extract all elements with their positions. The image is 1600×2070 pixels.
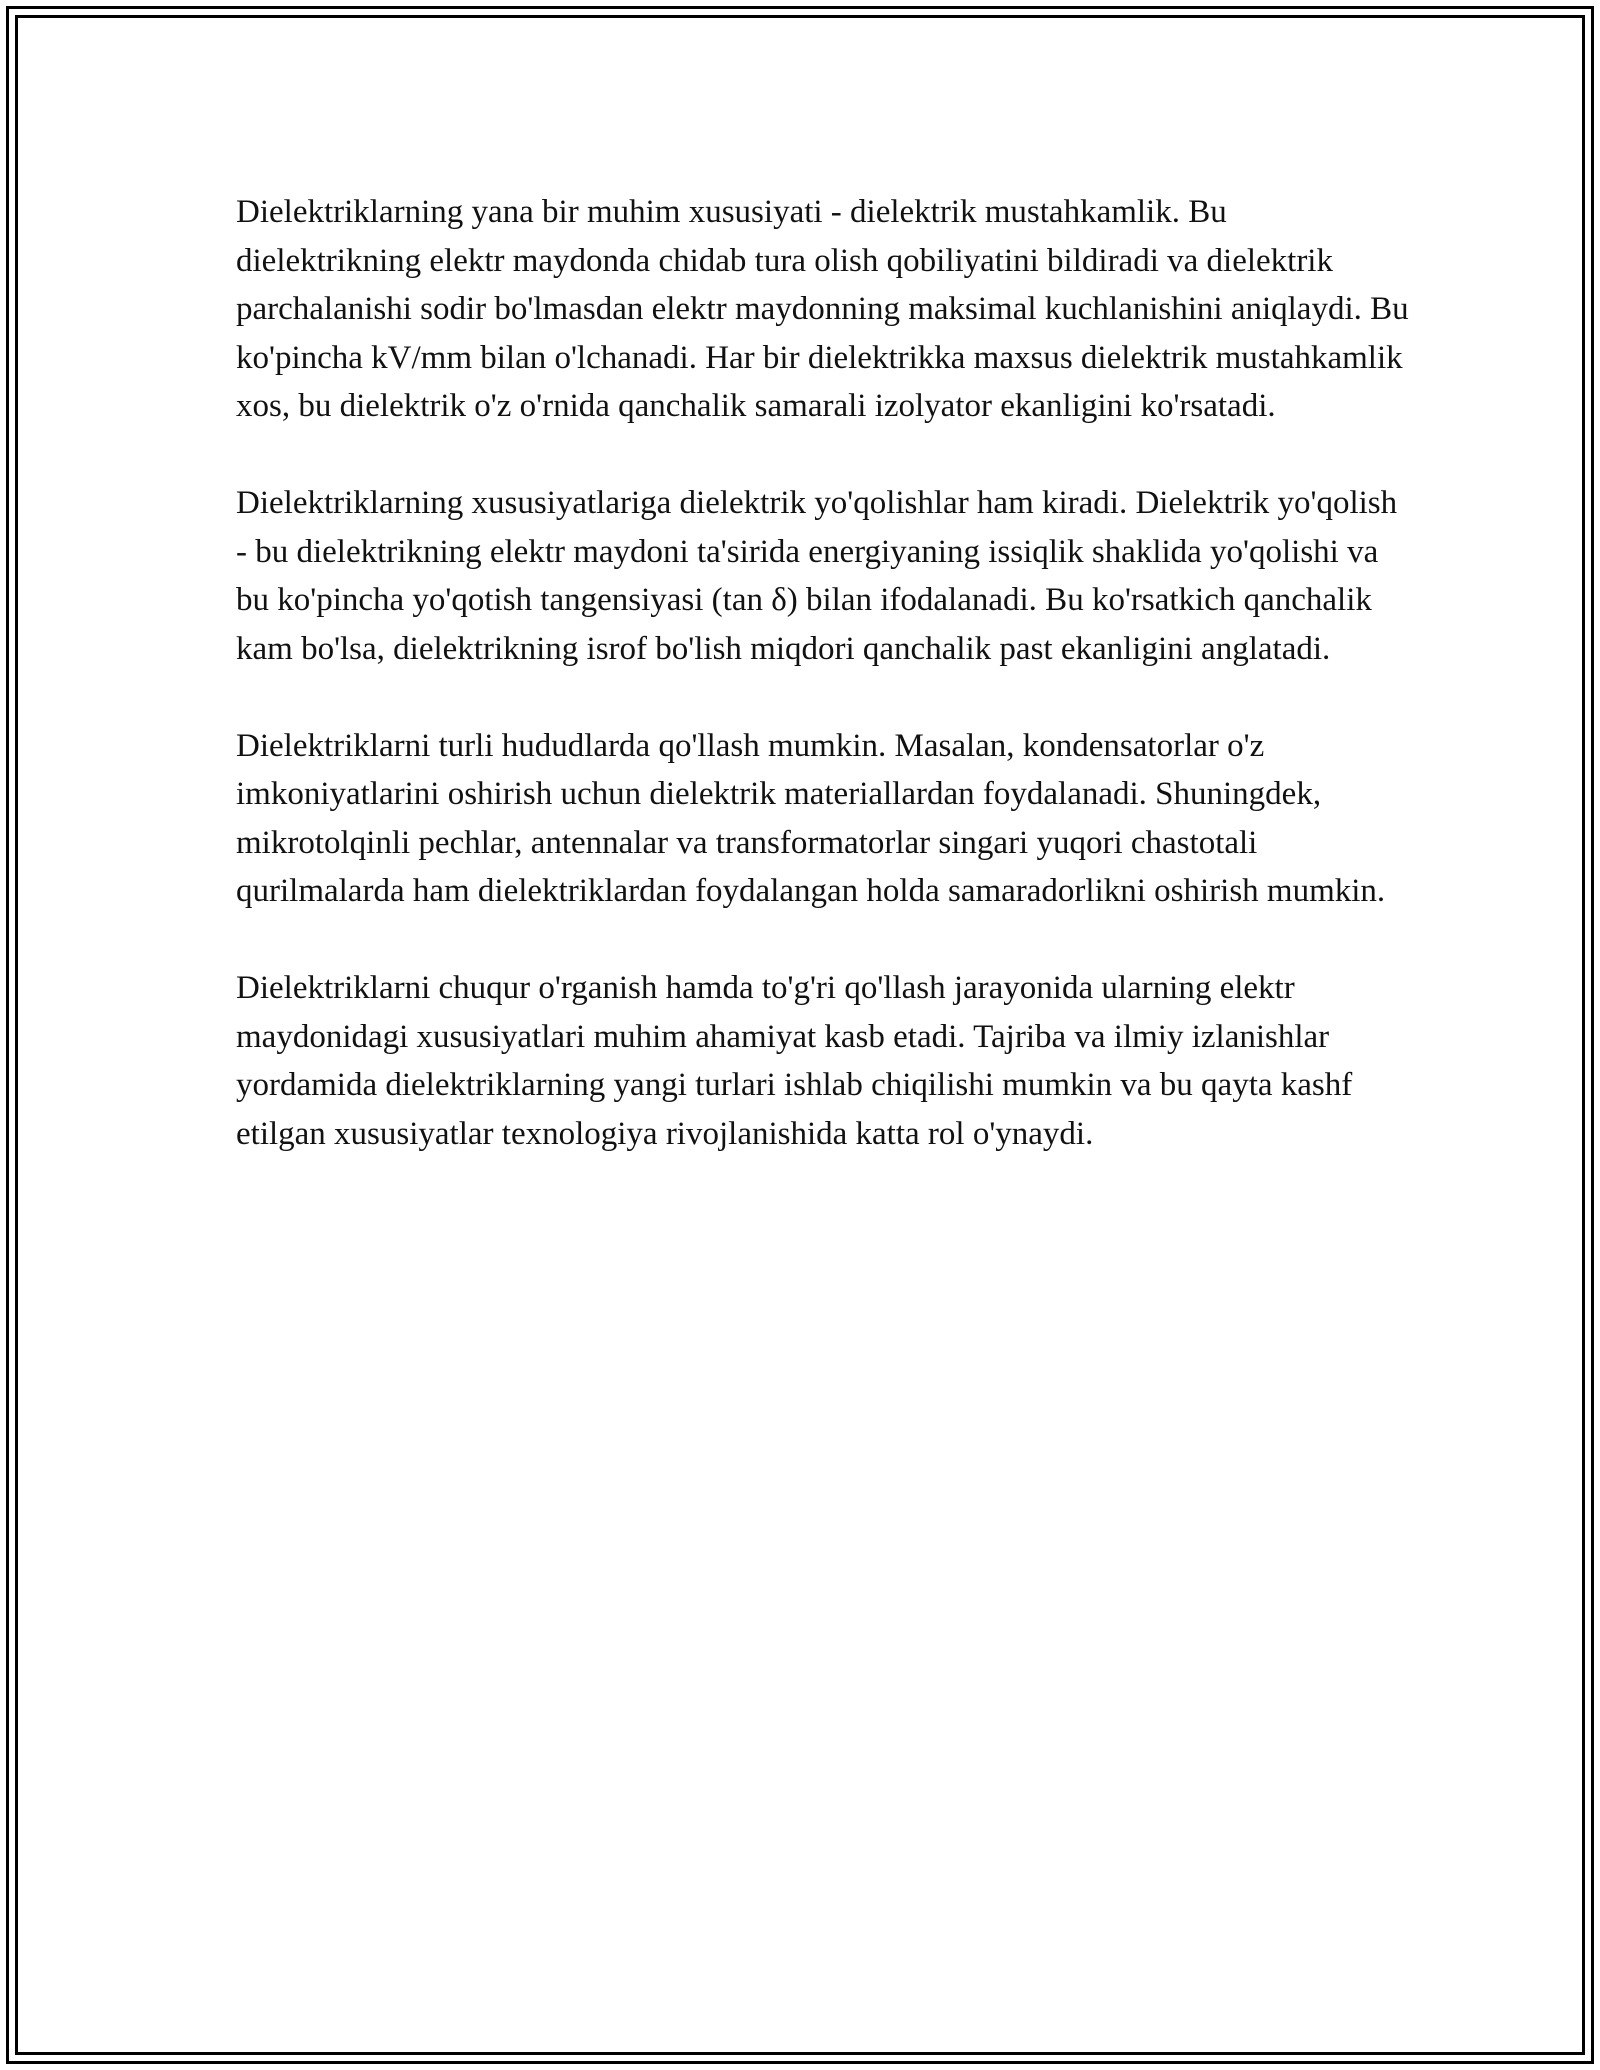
paragraph-conclusion: Dielektriklarni chuqur o'rganish hamda to'g'ri qo'llash jarayonida ularning elektr maydonidagi xususiyatlari muhim ahamiyat kasb etadi. Tajriba va ilmiy izlanishlar yordamida dielektriklarning yangi turlari ishlab chiqilishi mumkin va bu qayta kashf etilgan xususiyatlar texnologiya rivojlanishida katta rol o'ynaydi. [236,970,1353,1152]
paragraph-dielectric-strength: Dielektriklarning yana bir muhim xususiyati - dielektrik mustahkamlik. Bu dielektrikning elektr maydonda chidab tura olish qobiliyatini bildiradi va dielektrik parchalanishi sodir bo'lmasdan elektr maydonning maksimal kuchlanishini aniqlaydi. Bu ko'pincha kV/mm bilan o'lchanadi. Har bir dielektrikka maxsus dielektrik mustahkamlik xos, bu dielektrik o'z o'rnida qanchalik samarali izolyator ekanligini ko'rsatadi. [236,194,1409,424]
document-body [236,188,1416,1158]
paragraph-dielectric-losses: Dielektriklarning xususiyatlariga dielektrik yo'qolishlar ham kiradi. Dielektrik yo'qolish - bu dielektrikning elektr maydoni ta'sirida energiyaning issiqlik shaklida yo'qolishi va bu ko'pincha yo'qotish tangensiyasi (tan δ) bilan ifodalanadi. Bu ko'rsatkich qanchalik kam bo'lsa, dielektrikning isrof bo'lish miqdori qanchalik past ekanligini anglatadi. [236,485,1398,667]
paragraph-applications: Dielektriklarni turli hududlarda qo'llash mumkin. Masalan, kondensatorlar o'z imkoniyatlarini oshirish uchun dielektrik materiallardan foydalanadi. Shuningdek, mikrotolqinli pechlar, antennalar va transformatorlar singari yuqori chastotali qurilmalarda ham dielektriklardan foydalangan holda samaradorlikni oshirish mumkin. [236,727,1386,909]
